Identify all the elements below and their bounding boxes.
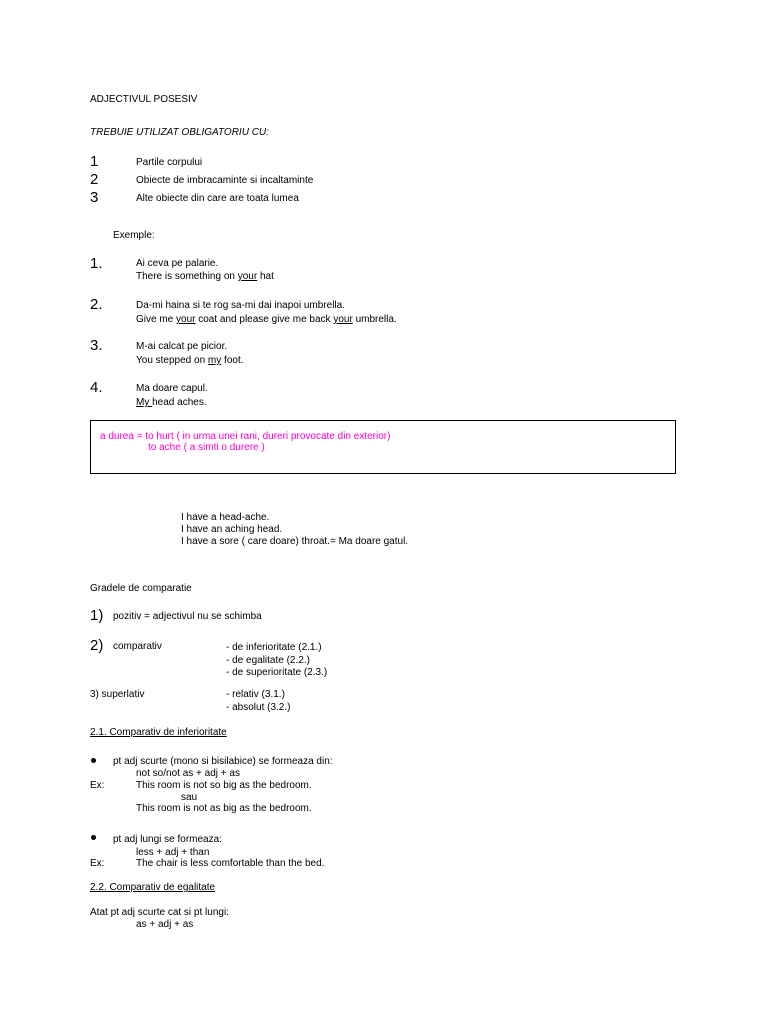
use-number-2: 2	[90, 171, 99, 188]
bullet-icon	[91, 835, 96, 840]
degree-number-2: 2)	[90, 637, 104, 654]
degree3-item-1: - relativ (3.1.)	[226, 689, 285, 700]
example-en-1: There is something on your hat	[136, 271, 274, 282]
example-en-2: Give me your coat and please give me back your umbrella.	[136, 314, 397, 325]
use-text-2: Obiecte de imbracaminte si incaltaminte	[136, 175, 314, 186]
section21-bullet1-example-1: This room is not so big as the bedroom.	[136, 780, 312, 791]
headache-line-3: I have a sore ( care doare) throat.= Ma doare gatul.	[181, 536, 409, 547]
section-22-heading: 2.2. Comparativ de egalitate	[90, 882, 216, 893]
degree-text-3: 3) superlativ	[90, 689, 145, 700]
section-21-heading: 2.1. Comparativ de inferioritate	[90, 727, 227, 738]
use-text-1: Partile corpului	[136, 157, 203, 168]
use-text-3: Alte obiecte din care are toata lumea	[136, 193, 299, 204]
example-number-2: 2.	[90, 296, 103, 313]
note-line-1: a durea = to hurt ( in urma unei rani, dureri provocate din exterior)	[100, 431, 391, 442]
bullet-icon	[91, 758, 96, 763]
section21-bullet2-text: pt adj lungi se formeaza:	[113, 834, 222, 845]
section21-bullet1-example-2: This room is not as big as the bedroom.	[136, 803, 312, 814]
ex-label-2: Ex:	[90, 858, 105, 869]
headache-line-1: I have a head-ache.	[181, 512, 270, 523]
example-en-3: You stepped on my foot.	[136, 355, 244, 366]
degree-number-1: 1)	[90, 607, 104, 624]
example-number-3: 3.	[90, 337, 103, 354]
degree-text-2: comparativ	[113, 641, 162, 652]
section22-text: Atat pt adj scurte cat si pt lungi:	[90, 907, 229, 918]
section21-bullet2-formula: less + adj + than	[136, 847, 210, 858]
example-number-1: 1.	[90, 255, 103, 272]
degrees-title: Gradele de comparatie	[90, 583, 192, 594]
section21-bullet1-formula: not so/not as + adj + as	[136, 768, 240, 779]
example-ro-3: M-ai calcat pe picior.	[136, 341, 228, 352]
examples-label: Exemple:	[113, 230, 155, 241]
degree2-item-2: - de egalitate (2.2.)	[226, 655, 310, 666]
headache-line-2: I have an aching head.	[181, 524, 283, 535]
example-en-4: My head aches.	[136, 397, 207, 408]
degree-text-1: pozitiv = adjectivul nu se schimba	[113, 611, 262, 622]
section21-bullet2-example: The chair is less comfortable than the bed.	[136, 858, 325, 869]
degree3-item-2: - absolut (3.2.)	[226, 702, 291, 713]
note-line-2: to ache ( a simti o durere )	[148, 442, 265, 453]
section22-formula: as + adj + as	[136, 919, 194, 930]
degree2-item-3: - de superioritate (2.3.)	[226, 667, 328, 678]
page-title: ADJECTIVUL POSESIV	[90, 94, 198, 105]
example-ro-2: Da-mi haina si te rog sa-mi dai inapoi umbrella.	[136, 300, 345, 311]
use-number-1: 1	[90, 153, 99, 170]
example-number-4: 4.	[90, 379, 103, 396]
section21-or: sau	[181, 792, 198, 803]
use-number-3: 3	[90, 189, 99, 206]
degree2-item-1: - de inferioritate (2.1.)	[226, 642, 322, 653]
section21-bullet1-text: pt adj scurte (mono si bisilabice) se formeaza din:	[113, 756, 333, 767]
ex-label-1: Ex:	[90, 780, 105, 791]
example-ro-4: Ma doare capul.	[136, 383, 208, 394]
example-ro-1: Ai ceva pe palarie.	[136, 258, 219, 269]
subtitle: TREBUIE UTILIZAT OBLIGATORIU CU:	[90, 127, 269, 138]
